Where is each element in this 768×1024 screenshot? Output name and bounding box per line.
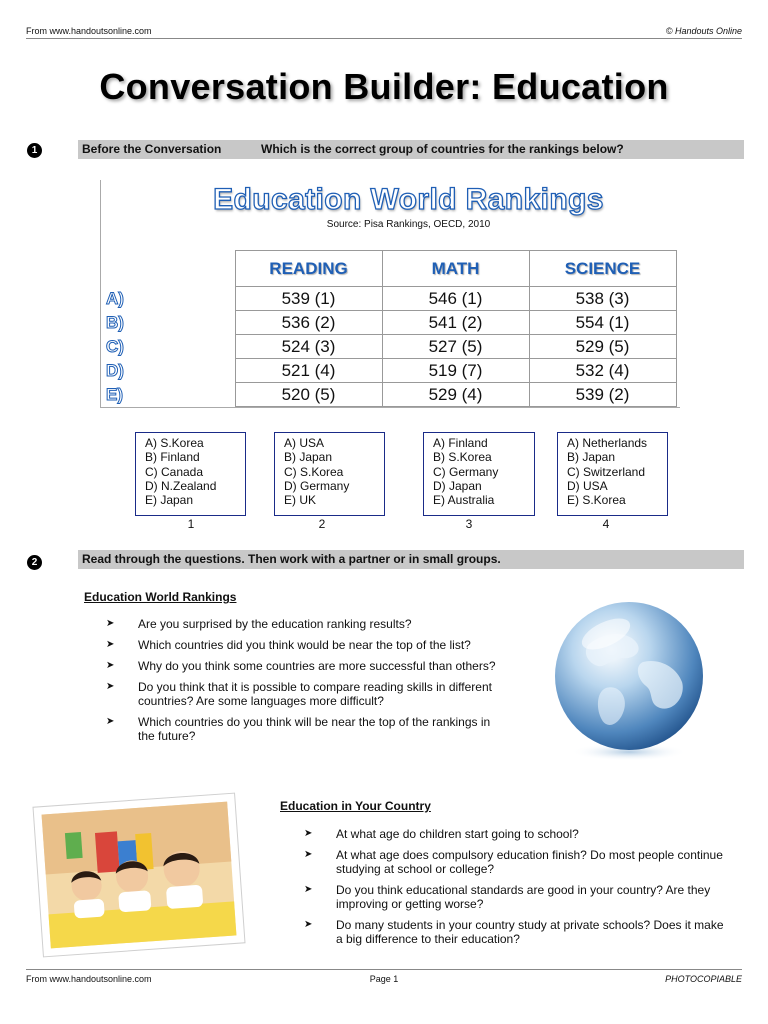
column-science: SCIENCE [529,251,676,287]
option-box-number: 2 [318,517,326,531]
list-item [106,715,496,743]
list-item [106,617,496,631]
footer-source: From www.handoutsonline.com [26,974,152,984]
option-item: B) Finland [145,450,200,465]
header-copyright: © Handouts Online [665,26,742,36]
section-1-label: Before the Conversation [82,142,222,156]
table-cell: 546 (1) [382,287,529,311]
table-cell: 521 (4) [235,359,382,383]
rankings-source: Source: Pisa Rankings, OECD, 2010 [326,219,491,230]
arrow-bullet-icon: ➤ [304,828,313,839]
page-footer [26,974,742,988]
row-label: B) [106,312,124,332]
arrow-bullet-icon: ➤ [106,681,115,692]
arrow-bullet-icon: ➤ [106,660,115,671]
list-item [106,659,496,673]
option-item: A) USA [284,436,325,450]
table-cell: 524 (3) [235,335,382,359]
rankings-title: Education World Rankings [213,183,604,216]
arrow-bullet-icon: ➤ [106,639,115,650]
part-1-heading: Education World Rankings [84,590,237,604]
footer-note: PHOTOCOPIABLE [665,974,742,984]
section-2-instruction: Read through the questions. Then work with a partner or in small groups. [82,552,501,566]
header-source: From www.handoutsonline.com [26,26,152,36]
arrow-bullet-icon: ➤ [304,849,313,860]
option-item: C) Germany [433,464,499,479]
table-cell: 541 (2) [382,311,529,335]
table-cell: 538 (3) [529,287,676,311]
section-1-number: 1 [27,143,42,158]
option-item: E) Australia [433,493,495,508]
section-2-number: 2 [27,555,42,570]
list-item [304,827,724,841]
row-label: D) [106,360,124,380]
table-cell: 539 (2) [529,383,676,407]
table-row [102,335,676,359]
option-item: C) Canada [145,464,204,479]
question-text: Why do you think some countries are more successful than others? [138,659,496,673]
column-reading: READING [235,251,382,287]
rankings-table [102,250,677,407]
question-text: Do many students in your country study at private schools? Does it make a big difference to their education? [336,918,724,946]
children-photo [28,790,250,960]
footer-rule [26,969,742,970]
question-text: Do you think educational standards are good in your country? Are they improving or getting worse? [336,883,711,911]
option-item: A) S.Korea [145,436,204,450]
question-text: Do you think that it is possible to compare reading skills in different countries? Are some languages more difficult? [138,680,492,708]
arrow-bullet-icon: ➤ [304,884,313,895]
option-box-2 [274,432,385,516]
option-box-4 [557,432,668,516]
question-text: At what age do children start going to school? [336,827,579,841]
row-label: A) [106,288,124,308]
table-cell: 519 (7) [382,359,529,383]
table-cell: 536 (2) [235,311,382,335]
option-item: E) Japan [145,493,194,508]
option-item: D) N.Zealand [145,478,217,493]
section-2-bar [78,550,744,569]
question-text: Which countries did you think would be near the top of the list? [138,638,471,652]
arrow-bullet-icon: ➤ [304,919,313,930]
table-row [102,383,676,407]
option-item: D) USA [567,478,608,493]
rankings-corner [102,251,235,287]
option-item: E) S.Korea [567,493,626,508]
list-item [106,638,496,652]
option-box-number: 3 [465,517,473,531]
table-cell: 529 (4) [382,383,529,407]
option-item: D) Japan [433,478,482,493]
page-title: Conversation Builder: Education [99,66,669,107]
row-label: C) [106,336,124,356]
list-item [304,918,724,946]
table-row [102,359,676,383]
part-1-questions [106,617,496,750]
option-item: E) UK [284,493,317,508]
table-cell: 532 (4) [529,359,676,383]
rankings-header-row [102,251,676,287]
section-1-bar [78,140,744,159]
list-item [106,680,496,708]
question-text: At what age does compulsory education finish? Do most people continue studying at school or college? [336,848,723,876]
option-box-3 [423,432,535,516]
option-item: C) S.Korea [284,464,344,479]
option-box-number: 4 [602,517,610,531]
part-2-heading: Education in Your Country [280,799,431,813]
table-cell: 529 (5) [529,335,676,359]
arrow-bullet-icon: ➤ [106,618,115,629]
table-cell: 554 (1) [529,311,676,335]
option-item: B) Japan [567,450,616,465]
option-box-1 [135,432,246,516]
question-text: Are you surprised by the education ranking results? [138,617,412,631]
footer-page: Page 1 [369,974,399,984]
table-cell: 539 (1) [235,287,382,311]
question-text: Which countries do you think will be near the top of the rankings in the future? [138,715,491,743]
row-label: E) [106,384,123,404]
list-item [304,883,724,911]
option-item: A) Netherlands [567,436,648,450]
table-cell: 527 (5) [382,335,529,359]
option-item: C) Switzerland [567,464,646,479]
option-item: D) Germany [284,478,350,493]
table-row [102,311,676,335]
part-2-questions [304,827,724,953]
globe-image [548,600,710,762]
arrow-bullet-icon: ➤ [106,716,115,727]
header-rule [26,38,742,39]
option-box-number: 1 [187,517,195,531]
table-cell: 520 (5) [235,383,382,407]
column-math: MATH [382,251,529,287]
list-item [304,848,724,876]
option-item: A) Finland [433,436,488,450]
option-item: B) S.Korea [433,450,492,465]
table-row [102,287,676,311]
section-1-question: Which is the correct group of countries for the rankings below? [261,142,624,156]
option-item: B) Japan [284,450,333,465]
